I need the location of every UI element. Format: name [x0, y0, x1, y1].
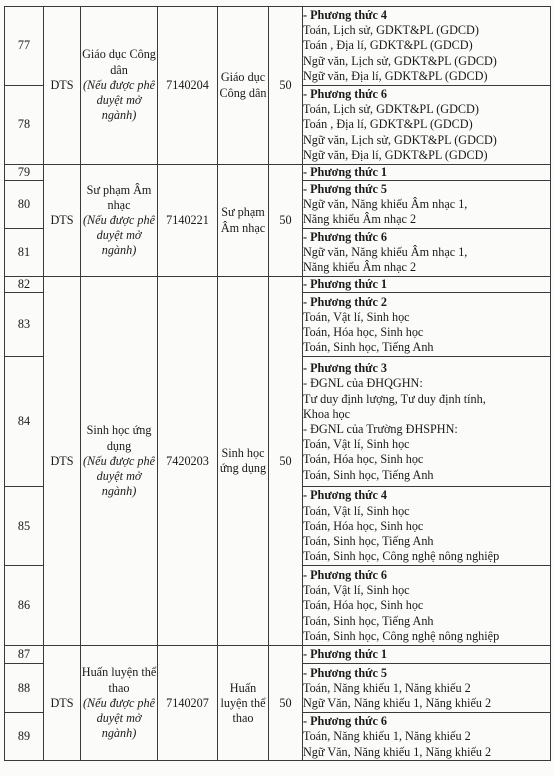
method-label: - Phương thức 2 [303, 294, 388, 309]
table-row [5, 277, 551, 293]
row-number: 86 [5, 566, 44, 646]
row-number: 88 [5, 664, 44, 713]
row-number: 83 [5, 293, 44, 357]
method-label: - Phương thức 3 [303, 361, 388, 376]
admission-method-cell [303, 181, 551, 229]
major-code: 7420203 [158, 277, 218, 646]
method-label: - Phương thức 6 [303, 714, 388, 729]
admission-method-cell [303, 86, 551, 165]
major-group: Huấn luyện thể thao [218, 646, 269, 761]
subject-combination: Tư duy định lượng, Tư duy định tính, [303, 391, 486, 406]
subject-combination: Toán, Sinh học, Tiếng Anh [303, 534, 434, 548]
row-number: 85 [5, 487, 44, 566]
major-code: 7140207 [158, 646, 218, 761]
subject-combination: Ngữ văn, Năng khiếu Âm nhạc 1, [303, 197, 468, 212]
method-label: - Phương thức 4 [303, 7, 388, 22]
major-name: Giáo dục Công dân [82, 47, 156, 77]
row-number: 79 [5, 165, 44, 181]
admission-method-cell [303, 277, 551, 293]
subject-combination: Toán, Hóa học, Sinh học [303, 452, 424, 467]
major-cell [81, 7, 158, 165]
subject-combination: Toán, Năng khiếu 1, Năng khiếu 2 [303, 680, 471, 695]
subject-combination: Toán , Địa lí, GDKT&PL (GDCD) [303, 38, 473, 53]
major-note: (Nếu được phê duyệt mở ngành) [82, 213, 156, 258]
admission-method-cell [303, 713, 551, 761]
row-number: 81 [5, 229, 44, 277]
major-cell [81, 646, 158, 761]
subject-combination: Toán, Hóa học, Sinh học [303, 518, 424, 533]
quota: 50 [269, 277, 303, 646]
admissions-table [4, 6, 551, 761]
subject-combination: Toán, Sinh học, Tiếng Anh [303, 613, 434, 628]
major-cell [81, 165, 158, 277]
subject-combination: Ngữ văn, Địa lí, GDKT&PL (GDCD) [303, 147, 488, 162]
method-label: - Phương thức 5 [303, 665, 388, 680]
admission-method-cell [303, 664, 551, 713]
row-number: 77 [5, 7, 44, 86]
subject-combination: Toán, Vật lí, Sinh học [303, 309, 410, 324]
unit-code: DTS [44, 277, 81, 646]
quota: 50 [269, 7, 303, 165]
method-label: - Phương thức 1 [303, 277, 388, 292]
major-code: 7140204 [158, 7, 218, 165]
subject-combination: Toán, Lịch sử, GDKT&PL (GDCD) [303, 23, 479, 38]
subject-combination: Toán, Hóa học, Sinh học [303, 598, 424, 613]
admission-method-cell [303, 229, 551, 277]
major-name: Huấn luyện thể thao [81, 665, 157, 695]
admission-method-cell [303, 165, 551, 181]
table-row [5, 7, 551, 86]
major-name: Sư phạm Âm nhạc [86, 182, 152, 212]
subject-combination: Ngữ văn, Năng khiếu Âm nhạc 1, [303, 245, 468, 260]
row-number: 80 [5, 181, 44, 229]
subject-combination: Toán, Vật lí, Sinh học [303, 437, 410, 452]
admission-method-cell [303, 646, 551, 664]
subject-combination: Toán, Lịch sử, GDKT&PL (GDCD) [303, 102, 479, 117]
quota: 50 [269, 165, 303, 277]
subject-combination: Ngữ Văn, Năng khiếu 1, Năng khiếu 2 [303, 696, 492, 710]
major-name: Sinh học ứng dụng [86, 423, 152, 453]
subject-combination: Năng khiếu Âm nhạc 2 [303, 212, 417, 227]
admission-method-cell [303, 7, 551, 86]
subject-combination: Ngữ Văn, Năng khiếu 1, Năng khiếu 2 [303, 744, 492, 759]
subject-combination: Toán, Sinh học, Tiếng Anh [303, 467, 434, 482]
subject-combination: Ngữ văn, Lịch sử, GDKT&PL (GDCD) [303, 132, 497, 147]
subject-combination: Toán, Sinh học, Công nghệ nông nghiệp [303, 549, 500, 564]
unit-code: DTS [44, 7, 81, 165]
method-label: - Phương thức 4 [303, 488, 388, 503]
sub-method-label: - ĐGNL của Trường ĐHSPHN: [303, 421, 458, 436]
subject-combination: Toán, Sinh học, Công nghệ nông nghiệp [303, 628, 500, 643]
major-group: Giáo dục Công dân [218, 7, 269, 165]
subject-combination: Toán , Địa lí, GDKT&PL (GDCD) [303, 117, 473, 132]
subject-combination: Toán, Vật lí, Sinh học [303, 503, 410, 518]
method-label: - Phương thức 1 [303, 647, 388, 662]
subject-combination: Năng khiếu Âm nhạc 2 [303, 260, 417, 275]
row-number: 89 [5, 713, 44, 761]
major-note: (Nếu được phê duyệt mở ngành) [82, 695, 156, 741]
table-row [5, 165, 551, 181]
method-label: - Phương thức 5 [303, 181, 388, 196]
row-number: 78 [5, 86, 44, 165]
unit-code: DTS [44, 646, 81, 761]
major-note: (Nếu được phê duyệt mở ngành) [82, 77, 156, 123]
quota: 50 [269, 646, 303, 761]
major-note: (Nếu được phê duyệt mở ngành) [82, 453, 156, 499]
table-row [5, 646, 551, 664]
major-cell [81, 277, 158, 646]
method-label: - Phương thức 6 [303, 567, 388, 582]
subject-combination: Ngữ văn, Lịch sử, GDKT&PL (GDCD) [303, 53, 497, 68]
major-group: Sinh học ứng dụng [218, 277, 269, 646]
admission-method-cell [303, 357, 551, 487]
major-group: Sư phạm Âm nhạc [218, 165, 269, 277]
sub-method-label: - ĐGNL của ĐHQGHN: [303, 376, 423, 391]
subject-combination: Toán, Hóa học, Sinh học [303, 324, 424, 339]
unit-code: DTS [44, 165, 81, 277]
admission-method-cell [303, 566, 551, 646]
subject-combination: Toán, Sinh học, Tiếng Anh [303, 340, 434, 355]
major-code: 7140221 [158, 165, 218, 277]
subject-combination: Khoa học [303, 406, 351, 421]
method-label: - Phương thức 6 [303, 229, 388, 244]
row-number: 87 [5, 646, 44, 664]
subject-combination: Toán, Năng khiếu 1, Năng khiếu 2 [303, 729, 471, 744]
method-label: - Phương thức 6 [303, 86, 388, 101]
admission-method-cell [303, 487, 551, 566]
row-number: 84 [5, 357, 44, 487]
admission-method-cell [303, 293, 551, 357]
method-label: - Phương thức 1 [303, 165, 388, 179]
row-number: 82 [5, 277, 44, 293]
subject-combination: Ngữ văn, Địa lí, GDKT&PL (GDCD) [303, 68, 488, 83]
subject-combination: Toán, Vật lí, Sinh học [303, 583, 410, 598]
